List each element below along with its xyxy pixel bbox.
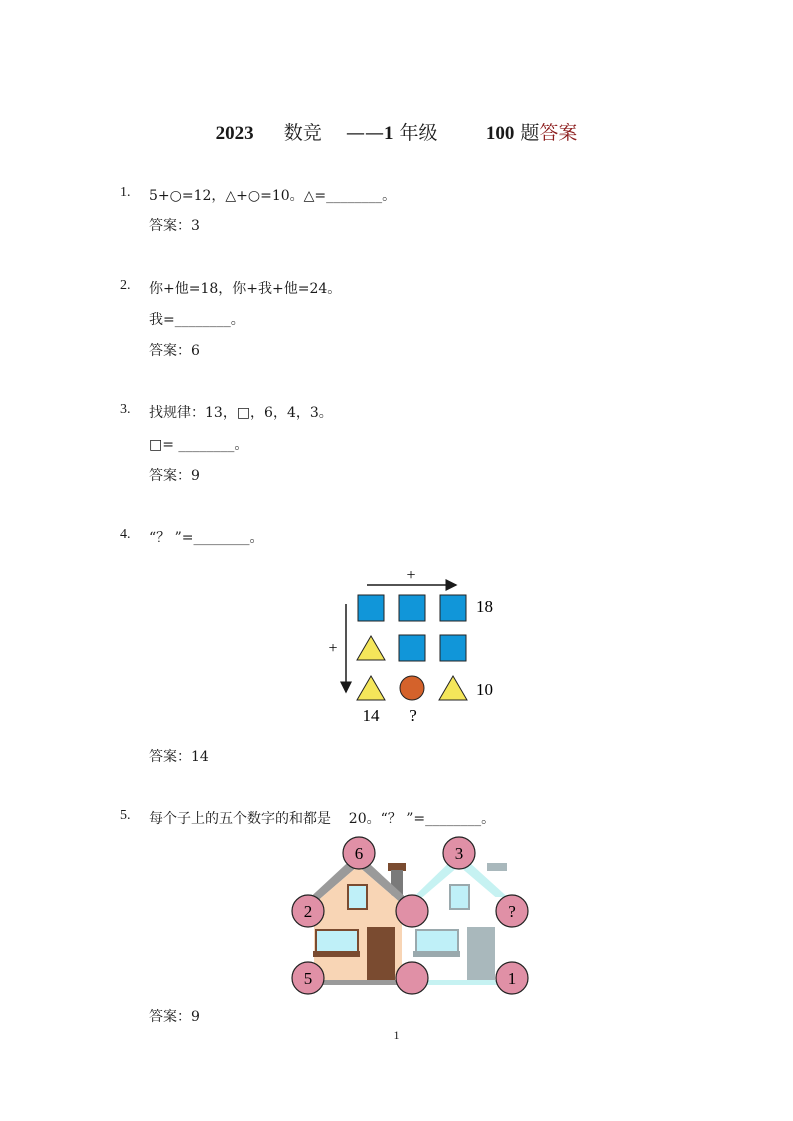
question-text: 5+○=12，△+○=10。△=________。 <box>149 188 397 204</box>
title-year: 2023 <box>215 123 254 144</box>
title-dash: —— <box>345 122 384 144</box>
col2-sum: ? <box>409 706 417 725</box>
title-subject: 数竞 <box>283 122 322 144</box>
title-answer-word: 答案 <box>539 122 578 144</box>
plus-top-label: + <box>406 567 416 584</box>
circle-value: 3 <box>454 844 464 863</box>
blank-circle <box>396 962 428 994</box>
question-text: □= ________。 <box>149 437 249 453</box>
plus-left-label: + <box>328 640 338 657</box>
circle-value: 1 <box>507 969 517 988</box>
question-number: 1. <box>120 185 131 200</box>
circle-value: 5 <box>303 969 313 988</box>
title-ti: 题 <box>520 122 540 144</box>
question-text: 我=________。 <box>149 312 245 328</box>
answer-text: 答案：9 <box>149 468 200 484</box>
question-number: 3. <box>120 402 131 417</box>
answer-text: 答案：6 <box>149 343 200 359</box>
page-number: 1 <box>393 1028 400 1042</box>
circle-value: ? <box>508 902 516 921</box>
question-text: 找规律：13，□，6，4，3。 <box>149 405 333 421</box>
answer-text: 答案：9 <box>149 1009 200 1025</box>
question-text: 每个子上的五个数字的和都是 20。“？ ”=________。 <box>149 811 496 827</box>
question-number: 2. <box>120 278 131 293</box>
title-grade-num: 1 <box>383 123 394 144</box>
title-count: 100 <box>485 123 515 144</box>
title-grade: 年级 <box>399 122 438 144</box>
blank-circle <box>396 895 428 927</box>
col1-sum: 14 <box>362 706 380 725</box>
row3-sum: 10 <box>476 680 493 699</box>
question-number: 5. <box>120 808 131 823</box>
row1-sum: 18 <box>476 597 493 616</box>
question-text: “？ ”=________。 <box>149 530 264 546</box>
circle-value: 6 <box>354 844 364 863</box>
answer-text: 答案：3 <box>149 218 200 234</box>
question-text: 你+他=18，你+我+他=24。 <box>149 281 342 297</box>
question-number: 4. <box>120 527 131 542</box>
answer-text: 答案：14 <box>149 749 209 765</box>
circle-value: 2 <box>303 902 313 921</box>
